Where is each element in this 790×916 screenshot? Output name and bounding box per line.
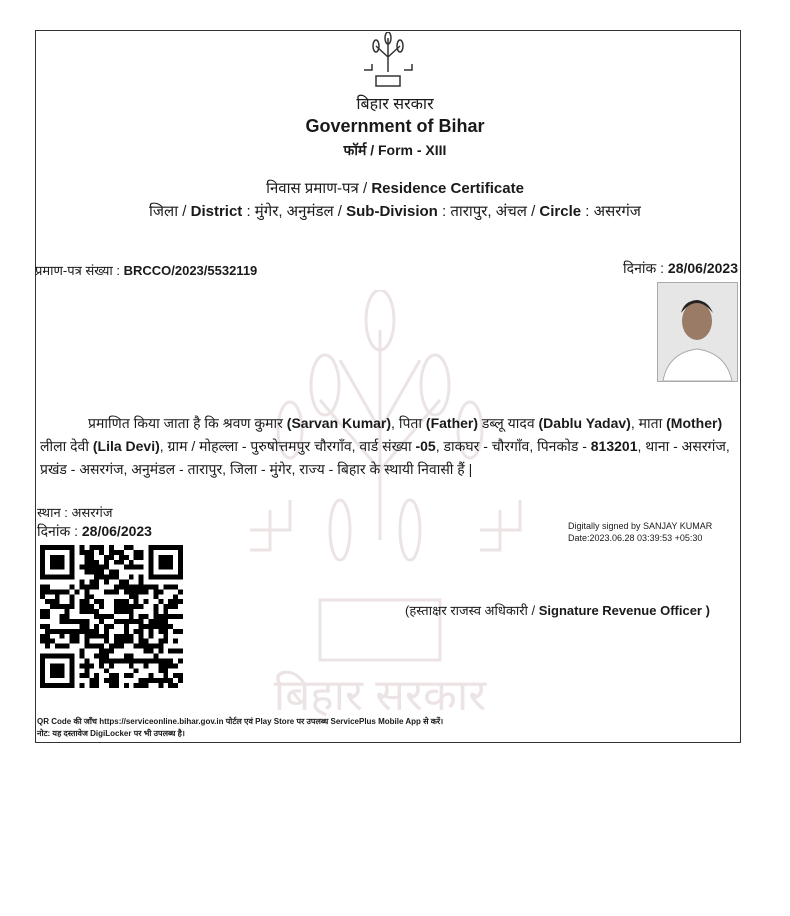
footer-notes [37,716,443,740]
location-line: जिला / District : मुंगेर, अनुमंडल / Sub-Division : तारापुर, अंचल / Circle : असरगंज [149,203,641,220]
certificate-number: प्रमाण-पत्र संख्या : BRCCO/2023/5532119 [35,263,258,278]
place: स्थान : असरगंज [37,505,113,520]
applicant-photo [657,282,738,382]
header-hindi-title: बिहार सरकार [356,96,434,113]
qr-note: QR Code की जाँच https://serviceonline.bihar.gov.in पोर्टल एवं Play Store पर उपलब्ध ServicePlus Mobile App से करें। [37,717,444,726]
signature-label: (हस्ताक्षर राजस्व अधिकारी / Signature Revenue Officer ) [405,603,710,618]
certificate-title: निवास प्रमाण-पत्र / Residence Certificate [266,180,524,197]
svg-text:बिहार सरकार: बिहार सरकार [273,671,487,720]
digital-signature: Digitally signed by SANJAY KUMAR Date:2023.06.28 03:39:53 +05:30 [568,521,713,543]
qr-code[interactable] [40,545,183,688]
digilocker-note: नोट: यह दस्तावेज DigiLocker पर भी उपलब्ध है। [37,729,185,738]
bihar-emblem-watermark [230,290,530,720]
issue-date: दिनांक : 28/06/2023 [623,260,738,276]
place-date: दिनांक : 28/06/2023 [37,523,152,539]
header-title: Government of Bihar [305,116,485,136]
certificate-body: प्रमाणित किया जाता है कि श्रवण कुमार (Sarvan Kumar), पिता (Father) डब्लू यादव (Dablu Yadav), माता (Mother) लीला देवी (Lila Devi), ग्राम / मोहल्ला - पुरुषोत्तमपुर चौरगाँव, वार्ड संख्या -05, डाकघर - चौरगाँव, पिनकोड - 813201, थाना - असरगंज, प्रखंड - असरगंज, अनुमंडल - तारापुर, जिला - मुंगेर, राज्य - बिहार के स्थायी निवासी हैं | [40,415,730,477]
bihar-emblem-logo [360,32,416,90]
form-number: फॉर्म / Form - XIII [343,142,447,158]
